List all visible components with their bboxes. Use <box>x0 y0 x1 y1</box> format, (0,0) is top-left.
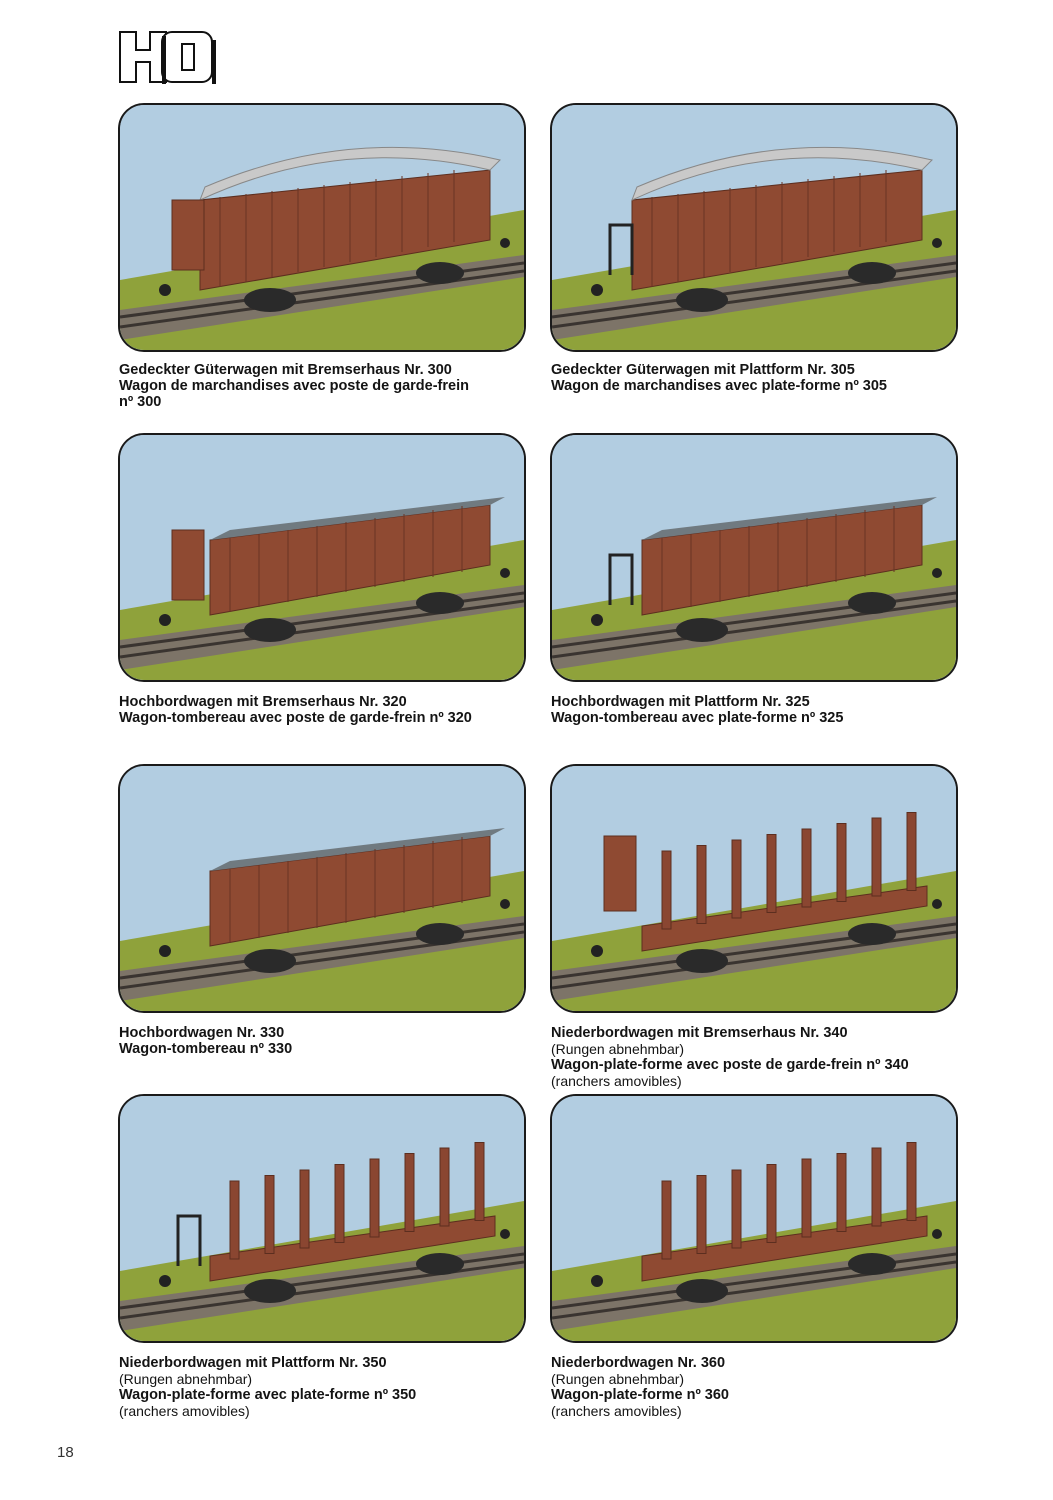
caption-title-line: Wagon-plate-forme avec plate-forme nº 350 <box>119 1387 417 1403</box>
caption-title-line: Hochbordwagen mit Plattform Nr. 325 <box>551 694 810 710</box>
caption-title-line: Gedeckter Güterwagen mit Plattform Nr. 305 <box>551 362 855 378</box>
caption-title-line: Niederbordwagen Nr. 360 <box>551 1355 726 1371</box>
caption-title-line: Wagon-tombereau avec plate-forme nº 325 <box>551 710 844 726</box>
stake-wagon-platform-photo <box>118 1094 526 1343</box>
caption-note-line: (ranchers amovibles) <box>551 1403 682 1419</box>
caption-title-line: Wagon de marchandises avec poste de garde-frein <box>119 378 469 394</box>
caption <box>551 1025 981 1089</box>
caption-title-line: nº 300 <box>119 394 162 410</box>
caption-title-line: Hochbordwagen Nr. 330 <box>119 1025 285 1041</box>
caption-title-line: Wagon-tombereau avec poste de garde-frein nº 320 <box>119 710 472 726</box>
gondola-brakehouse-photo <box>118 433 526 682</box>
caption-title-line: Wagon-plate-forme nº 360 <box>551 1387 729 1403</box>
caption-title-line: Niederbordwagen mit Plattform Nr. 350 <box>119 1355 387 1371</box>
caption-title-line: Wagon-tombereau nº 330 <box>119 1041 293 1057</box>
caption <box>119 1355 549 1419</box>
covered-wagon-platform-photo <box>550 103 958 352</box>
caption-title-line: Niederbordwagen mit Bremserhaus Nr. 340 <box>551 1025 848 1041</box>
caption-note-line: (Rungen abnehmbar) <box>551 1371 685 1387</box>
caption <box>119 694 549 726</box>
covered-wagon-brakehouse-photo <box>118 103 526 352</box>
caption <box>119 362 549 410</box>
gondola-photo <box>118 764 526 1013</box>
caption-title-line: Wagon-plate-forme avec poste de garde-frein nº 340 <box>551 1057 909 1073</box>
caption-title-line: Wagon de marchandises avec plate-forme nº 305 <box>551 378 887 394</box>
caption <box>551 694 981 726</box>
page-number: 18 <box>57 1444 74 1461</box>
caption <box>119 1025 549 1057</box>
caption-title-line: Gedeckter Güterwagen mit Bremserhaus Nr. 300 <box>119 362 452 378</box>
caption <box>551 362 981 394</box>
caption-note-line: (Rungen abnehmbar) <box>119 1371 253 1387</box>
stake-wagon-photo <box>550 1094 958 1343</box>
caption <box>551 1355 981 1419</box>
caption-title-line: Hochbordwagen mit Bremserhaus Nr. 320 <box>119 694 407 710</box>
stake-wagon-brakehouse-photo <box>550 764 958 1013</box>
caption-note-line: (ranchers amovibles) <box>119 1403 250 1419</box>
caption-note-line: (ranchers amovibles) <box>551 1073 682 1089</box>
gondola-platform-photo <box>550 433 958 682</box>
ho-logo <box>116 28 216 86</box>
caption-note-line: (Rungen abnehmbar) <box>551 1041 685 1057</box>
